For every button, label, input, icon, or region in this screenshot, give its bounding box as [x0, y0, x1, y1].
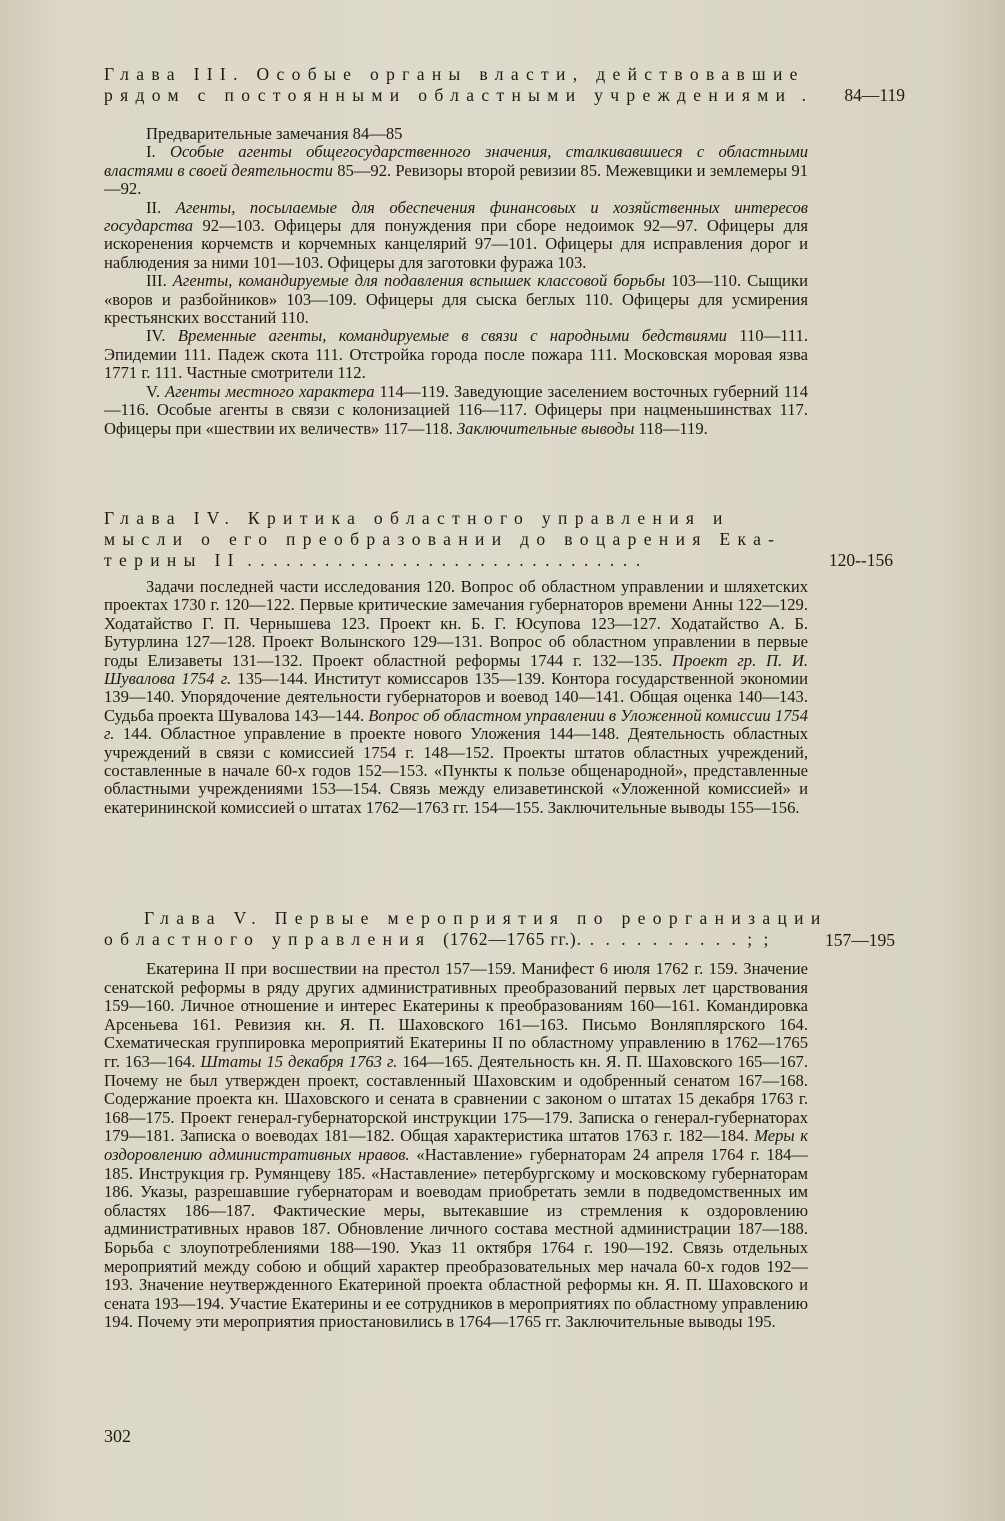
chapter3-para-2 [104, 199, 808, 273]
chapter3-intro: Предварительные замечания 84—85 [146, 124, 403, 143]
page-number: 302 [104, 1426, 131, 1446]
chapter4-heading-line2: мысли о его преобразовании до воцарения Ека- [104, 529, 782, 549]
chapter4-dots: . . . . . . . . . . . . . . . . . . . . . . . . . . . . . . . [240, 550, 643, 570]
chapter3-p2-rest: 92—103. Офицеры для понуждения при сборе недоимок 92—97. Офицеры для искоренения корчемств и корчемных канцелярий 97—101. Офицеры для исправления дорог и наблюдения за ними 101—103. Офицеры для заготовки фуража 103. [104, 216, 808, 272]
chapter3-heading [104, 64, 896, 106]
chapter5-heading-line2: областного управления [104, 929, 432, 949]
chapter3-pages: 84—119 [844, 85, 905, 105]
chapter5-heading-line1: Глава V. Первые мероприятия по реорганизации [144, 908, 828, 928]
chapter5-para [104, 960, 808, 1332]
chapter3-para-1 [104, 143, 808, 198]
chapter4-text-3: 144. Областное управление в проекте нового Уложения 144—148. Деятельность областных учреждений в связи с комиссией 1754 г. 148—152. Проекты штатов областных учреждений, составленные в начале 60-х годов 152—153. «Пункты к пользе общенародной», представленные областными учреждениями 153—154. Связь между елизаветинской «Уложенной комиссией» и екатерининской комиссией о штатах 1762—1763 гг. 154—155. Заключительные выводы 155—156. [104, 724, 808, 817]
chapter4-heading-line3-wrap [104, 550, 896, 571]
chapter3-p3-num: III. [146, 271, 173, 291]
chapter5-dots: . . . . . . . . . . ; ; [581, 929, 772, 949]
chapter3-para-4 [104, 327, 808, 382]
chapter4-heading-line1: Глава IV. Критика областного управления и [104, 508, 730, 528]
chapter5-italic-1: Штаты 15 декабря 1763 г. [200, 1051, 398, 1071]
chapter4-text-1: Задачи последней части исследования 120. Вопрос об областном управлении и шляхетских проектах 1730 г. 120—122. Первые критические замечания губернаторов времени Анны 122—129. Ходатайство Г. П. Чернышева 123. Проект кн. Б. Г. Юсупова 123—127. Ходатайство А. Б. Бутурлина 127—128. Проект Волынского 129—131. Вопрос об областном управлении в первые годы Елизаветы 131—132. Проект областной реформы 1744 г. 132—135. [104, 577, 808, 670]
chapter3-p1-italic: Особые агенты общегосударственного значения, сталкивавшиеся с областными властями в своей деятельности [104, 142, 809, 180]
chapter3-p1-rest: 85—92. Ревизоры второй ревизии 85. Межевщики и землемеры 91—92. [104, 160, 809, 199]
chapter5-heading [104, 908, 896, 950]
chapter3-p5-italic: Агенты местного характера [165, 381, 375, 401]
chapter3-p5-num: V. [146, 381, 166, 401]
chapter4-text-2: 135—144. Институт комиссаров 135—139. Контора государственной экономии 139—140. Упорядочение деятельности губернаторов и воевод 140—141. Общая оценка 140—143. Судьба проекта Шувалова 143—144. [104, 669, 808, 725]
chapter5-text-2: 164—165. Деятельность кн. Я. П. Шаховского 165—167. Почему не был утвержден проект, составленный Шаховским и одобренный сенатом 167—168. Содержание проекта кн. Шаховского и сената в сравнении с законом о штатах 15 декабря 1763 г. 168—175. Проект генерал-губернаторской инструкции 175—179. Записка о генерал-губернаторах 179—181. Записка о воеводах 181—182. Общая характеристика штатов 1763 г. 182—184. [104, 1051, 808, 1146]
chapter3-p3-rest: 103—110. Сыщики «воров и разбойников» 103—109. Офицеры для сыска беглых 110. Офицеры для усмирения крестьянских восстаний 110. [104, 271, 808, 328]
chapter3-heading-line1: Глава III. Особые органы власти, действовавшие [104, 64, 805, 84]
chapter5-pages: 157—195 [825, 930, 895, 950]
chapter4-pages: 120--156 [828, 550, 893, 570]
chapter3-p2-italic: Агенты, посылаемые для обеспечения финансовых и хозяйственных интересов государства [104, 197, 808, 236]
chapter5-text-3: «Наставление» губернаторам 24 апреля 1764 г. 184—185. Инструкция гр. Румянцеву 185. «Наставление» петербургскому и московскому губернаторам 186. Указы, разрешавшие губернаторам и воеводам приобретать земли в подведомственных им областях 186—187. Фактические меры, вытекавшие из стремления к оздоровлению административных нравов 187. Обновление личного состава местной администрации 187—188. Борьба с злоупотреблениями 188—190. Указ 11 октября 1764 г. 190—192. Связь отдельных мероприятий между собою и общий характер преобразовательных мер начала 60-х годов 192—193. Значение неутвержденного Екатериной проекта областной реформы кн. Я. П. Шаховского и сената 193—194. Участие Екатерины и ее сотрудников в мероприятиях по областному управлению 194. Почему эти мероприятия приостановились в 1764—1765 гг. Заключительные выводы 195. [104, 1144, 808, 1332]
chapter3-heading-line2-wrap [104, 85, 896, 106]
chapter5-body [104, 960, 808, 1332]
chapter3-p4-italic: Временные агенты, командируемые в связи с народными бедствиями [177, 326, 727, 346]
chapter4-heading [104, 508, 896, 571]
chapter5-heading-years: (1762—1765 гг.). [443, 929, 582, 949]
chapter4-para [104, 578, 808, 817]
chapter3-conclusion-italic: Заключительные выводы [456, 418, 635, 438]
chapter3-p2-num: II. [146, 197, 176, 217]
chapter3-p4-num: IV. [146, 326, 178, 346]
chapter3-para-3 [104, 272, 808, 327]
chapter5-italic-2: Меры к оздоровлению административных нравов. [104, 1126, 808, 1164]
chapter3-para-5 [104, 383, 808, 438]
chapter3-body [104, 125, 808, 438]
chapter3-heading-line2: рядом с постоянными областными учреждениями [104, 85, 793, 105]
chapter5-text-1: Екатерина II при восшествии на престол 157—159. Манифест 6 июля 1762 г. 159. Значение сенатской реформы в ряду других административных преобразований первых лет царствования 159—160. Личное отношение и интерес Екатерины к преобразованиям 160—161. Командировка Арсеньева 161. Ревизия кн. Я. П. Шаховского 161—163. Письмо Вонляплярского 164. Схематическая группировка мероприятий Екатерины II по областному управлению в 1762—1765 гг. 163—164. [104, 959, 808, 1071]
chapter3-p3-italic: Агенты, командируемые для подавления вспышек классовой борьбы [172, 271, 666, 291]
chapter4-heading-line3: терины II [104, 550, 241, 570]
chapter4-italic-1: Проект гр. П. И. Шувалова 1754 г. [104, 650, 808, 689]
chapter5-heading-line2-wrap [104, 929, 896, 950]
chapter3-p1-num: I. [146, 142, 170, 162]
chapter3-conclusion-rest: 118—119. [634, 418, 708, 438]
chapter3-p5-rest: 114—119. Заведующие заселением восточных губерний 114—116. Особые агенты в связи с колонизацией 116—117. Офицеры при нацменьшинствах 117. Офицеры при «шествии их величеств» 117—118. [104, 381, 808, 438]
chapter4-body [104, 578, 808, 817]
chapter3-dots: . [792, 85, 811, 105]
chapter4-italic-2: Вопрос об областном управлении в Уложенной комиссии 1754 г. [104, 705, 809, 744]
chapter3-p4-rest: 110—111. Эпидемии 111. Падеж скота 111. Отстройка города после пожара 111. Московская моровая язва 1771 г. 111. Частные смотрители 112. [104, 326, 809, 383]
